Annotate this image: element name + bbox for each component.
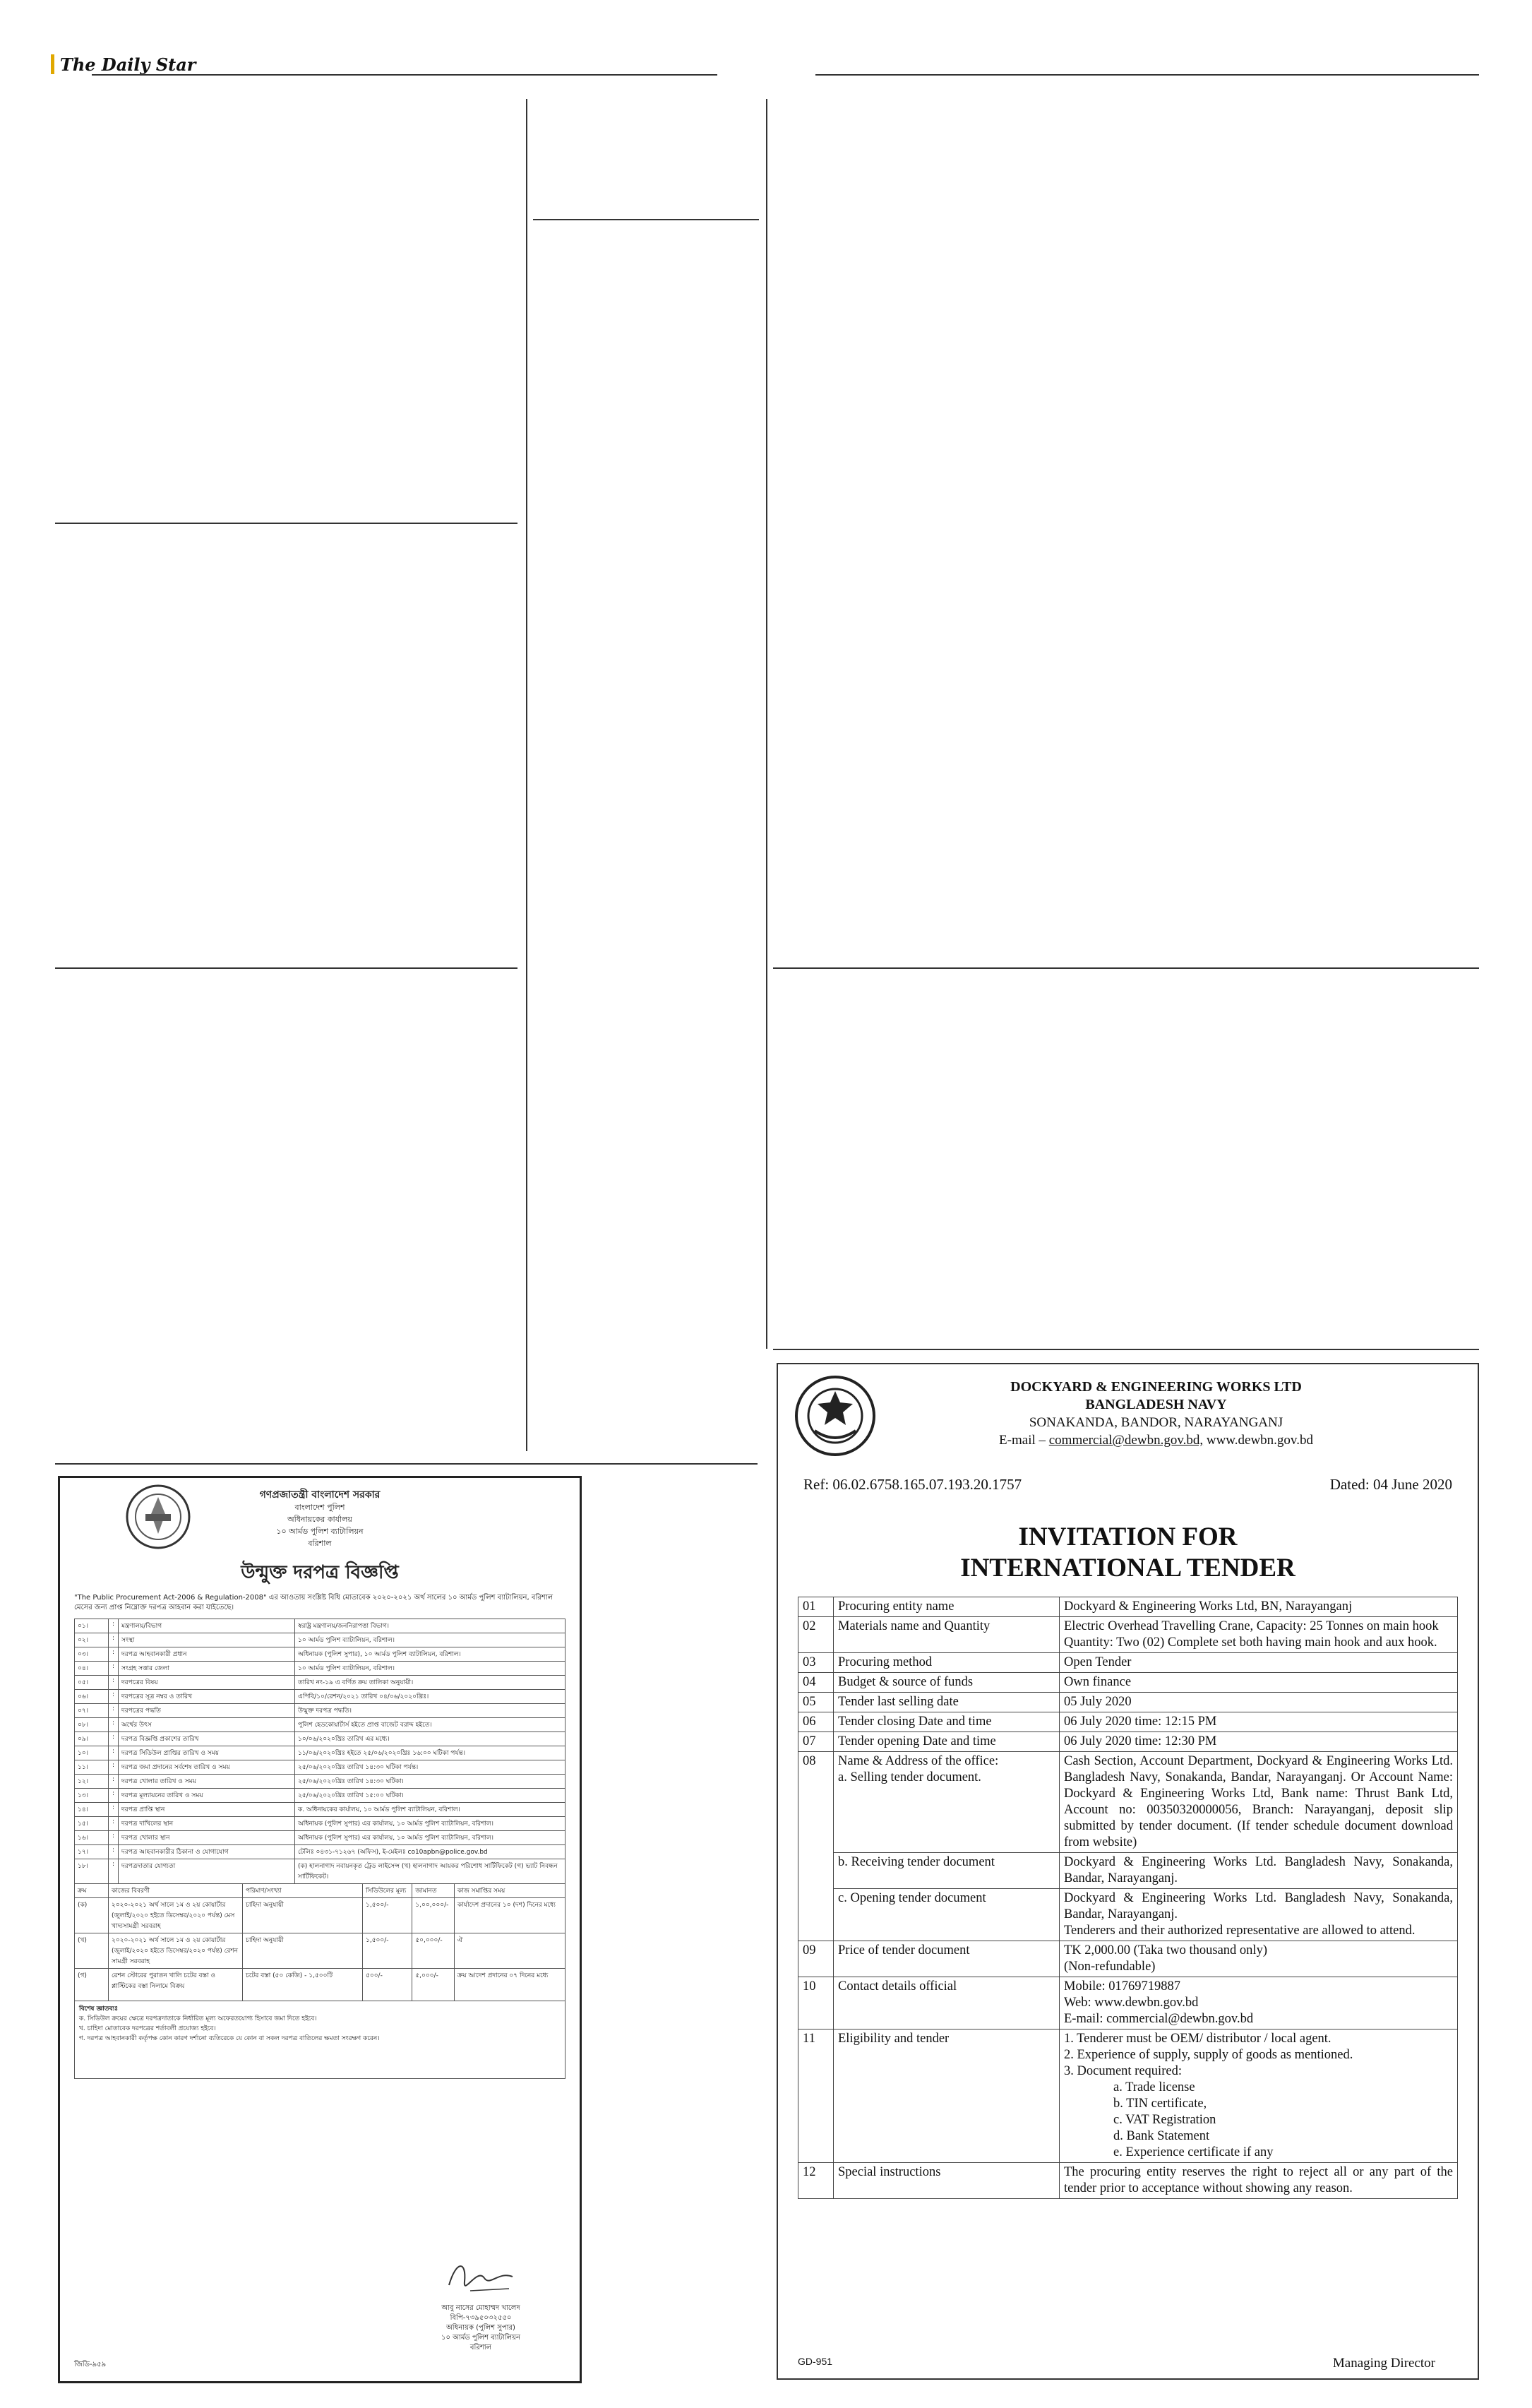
bn-header-line: ১০ আর্মড পুলিশ ব্যাটালিয়ন xyxy=(276,1527,364,1536)
row-value-line: Electric Overhead Travelling Crane, Capacity: 25 Tonnes on main hook xyxy=(1064,1619,1439,1633)
row-no: 02 xyxy=(798,1617,834,1653)
bn-row-colon: : xyxy=(109,1817,119,1831)
newspaper-name: The Daily Star xyxy=(60,54,196,75)
row-value xyxy=(1060,1977,1458,2029)
section-rule-1 xyxy=(55,523,517,524)
bn-row-no: ১৮। xyxy=(75,1859,109,1884)
police-emblem-icon xyxy=(124,1483,192,1551)
bn-item-n: (ক) xyxy=(75,1898,109,1933)
bn-items-head: কাজ সমাপ্তির সময় xyxy=(454,1884,565,1898)
bn-row-label: দরপত্র প্রাপ্তি স্থান xyxy=(119,1803,295,1817)
row-label: Tender opening Date and time xyxy=(834,1732,1060,1752)
bn-items-head: কাজের বিবরণী xyxy=(109,1884,243,1898)
row-value: Dockyard & Engineering Works Ltd, BN, Narayanganj xyxy=(1060,1597,1458,1617)
bn-signature-block xyxy=(410,2257,551,2353)
required-doc: e. Experience certificate if any xyxy=(1113,2145,1274,2159)
table-row xyxy=(798,1712,1458,1732)
english-tender-notice xyxy=(777,1363,1479,2380)
row-label: Eligibility and tender xyxy=(834,2029,1060,2163)
bn-row-colon: : xyxy=(109,1789,119,1803)
bn-header-line: বরিশাল xyxy=(308,1539,332,1548)
bn-row-colon: : xyxy=(109,1647,119,1662)
bn-row-value: ২৫/০৬/২০২০খ্রিঃ তারিখ ১৪:৩০ ঘটিকা। xyxy=(295,1775,565,1789)
row-no: 11 xyxy=(798,2029,834,2163)
bn-items-head: ক্রম xyxy=(75,1884,109,1898)
section-rule-2 xyxy=(55,967,517,969)
row-no: 05 xyxy=(798,1693,834,1712)
en-footer xyxy=(798,2356,1435,2371)
bn-row-colon: : xyxy=(109,1704,119,1718)
table-row xyxy=(75,1789,565,1803)
row-value: 06 July 2020 time: 12:15 PM xyxy=(1060,1712,1458,1732)
bn-row-value: অধিনায়ক (পুলিশ সুপার), ১০ আর্মড পুলিশ ব্যাটালিয়ন, বরিশাল। xyxy=(295,1647,565,1662)
bn-item-security: ৫,০০০/- xyxy=(412,1969,455,2001)
bn-item-desc: ২০২০-২০২১ অর্থ সালে ১ম ও ২য় কোয়ার্টার (জুলাই/২০২০ হইতে ডিসেম্বর/২০২০ পর্যন্ত) মেস খাদ্যসামগ্রী সরবরাহ xyxy=(109,1898,243,1933)
row-value-line: Dockyard & Engineering Works Ltd. Bangladesh Navy, Sonakanda, Bandar, Narayanganj. xyxy=(1064,1891,1453,1921)
bn-item-time: ক্রয় আদেশ প্রদানের ০৭ দিনের মধ্যে xyxy=(454,1969,565,2001)
bn-items-head: পরিমাণ/সংখ্যা xyxy=(243,1884,363,1898)
table-row xyxy=(798,1889,1458,1941)
row-no: 06 xyxy=(798,1712,834,1732)
section-rule-5 xyxy=(55,1463,758,1465)
bn-item-desc: রেশন স্টোরের পুরাতন খালি চটের বস্তা ও প্লাস্টিকের বস্তা নিলামে বিক্রয় xyxy=(109,1969,243,2001)
table-row xyxy=(75,1676,565,1690)
bn-item-n: (গ) xyxy=(75,1969,109,2001)
bn-row-label: দরপত্রের সূত্র নম্বর ও তারিখ xyxy=(119,1690,295,1704)
bn-row-no: ০৩। xyxy=(75,1647,109,1662)
eligibility-point: 3. Document required: xyxy=(1064,2064,1182,2078)
row-no: 07 xyxy=(798,1732,834,1752)
row-no: 12 xyxy=(798,2163,834,2199)
bn-row-label: দরপত্র বিজ্ঞপ্তি প্রকাশের তারিখ xyxy=(119,1732,295,1746)
navy-name: BANGLADESH NAVY xyxy=(1085,1397,1227,1412)
bn-row-no: ০৪। xyxy=(75,1662,109,1676)
column-divider-2 xyxy=(766,99,767,1349)
bn-row-no: ১৪। xyxy=(75,1803,109,1817)
row-value xyxy=(1060,2029,1458,2163)
bn-signatory-line: আবু নাসের মোহাম্মদ খালেদ xyxy=(441,2304,520,2312)
table-row xyxy=(75,1633,565,1647)
tender-title xyxy=(798,1522,1458,1584)
bn-item-price: ১,৫০০/- xyxy=(363,1898,412,1933)
table-row xyxy=(798,1693,1458,1712)
bn-row-colon: : xyxy=(109,1662,119,1676)
bn-row-colon: : xyxy=(109,1831,119,1845)
column-rule xyxy=(533,219,759,220)
table-row xyxy=(75,1845,565,1859)
bn-row-colon: : xyxy=(109,1732,119,1746)
bn-row-label: দরপত্র খোলার স্থান xyxy=(119,1831,295,1845)
bn-row-colon: : xyxy=(109,1619,119,1633)
table-row xyxy=(798,1941,1458,1977)
table-row xyxy=(75,1803,565,1817)
row-no: 10 xyxy=(798,1977,834,2029)
row-label: Procuring entity name xyxy=(834,1597,1060,1617)
bn-row-no: ০৬। xyxy=(75,1690,109,1704)
row-value xyxy=(1060,1617,1458,1653)
bn-note: ক. সিডিউল ক্রয়ের ক্ষেত্রে দরপত্রদাতাকে নির্ধারিত মূল্য অফেরতযোগ্য হিসাবে জমা দিতে হইবে। xyxy=(79,2015,317,2022)
row-no: 03 xyxy=(798,1653,834,1673)
table-row xyxy=(75,1831,565,1845)
bn-header-line: গণপ্রজাতন্ত্রী বাংলাদেশ সরকার xyxy=(259,1489,381,1501)
table-row xyxy=(798,1853,1458,1889)
bn-row-value: এপিবি/১০/রেশন/২০২১ তারিখ ০৪/০৬/২০২০খ্রিঃ। xyxy=(295,1690,565,1704)
contact-line xyxy=(854,1431,1458,1449)
row-label-line: Name & Address of the office: xyxy=(838,1754,999,1768)
table-row xyxy=(798,2029,1458,2163)
table-row xyxy=(75,1859,565,1884)
dockyard-logo-icon xyxy=(794,1374,877,1458)
table-row xyxy=(75,1817,565,1831)
row-label: Materials name and Quantity xyxy=(834,1617,1060,1653)
bn-row-colon: : xyxy=(109,1633,119,1647)
bn-row-value: ২৫/০৬/২০২০খ্রিঃ তারিখ ১৫:০০ ঘটিকা। xyxy=(295,1789,565,1803)
row-no: 04 xyxy=(798,1673,834,1693)
bn-row-label: দরপত্রের বিষয় xyxy=(119,1676,295,1690)
table-row xyxy=(75,1718,565,1732)
bn-code: জিডি-৯৫৯ xyxy=(74,2361,107,2368)
org-address: SONAKANDA, BANDOR, NARAYANGANJ xyxy=(1029,1415,1283,1430)
bn-row-value: অধিনায়ক (পুলিশ সুপার) এর কার্যালয়, ১০ আর্মড পুলিশ ব্যাটালিয়ন, বরিশাল। xyxy=(295,1817,565,1831)
table-row xyxy=(75,1933,565,1969)
ref-number: Ref: 06.02.6758.165.07.193.20.1757 xyxy=(803,1476,1022,1493)
table-row xyxy=(798,1597,1458,1617)
bn-item-qty: চাহিদা অনুযায়ী xyxy=(243,1898,363,1933)
bn-row-label: দরপত্র সিডিউল প্রাপ্তির তারিখ ও সময় xyxy=(119,1746,295,1760)
bn-row-value: ২৫/০৬/২০২০খ্রিঃ তারিখ ১৪:৩০ ঘটিকা পর্যন্ত। xyxy=(295,1760,565,1775)
bn-row-value: তারিখ নং-১৯ এ বর্ণিত ক্রয় তালিকা অনুযায়ী। xyxy=(295,1676,565,1690)
row-label: Procuring method xyxy=(834,1653,1060,1673)
bn-signatory-line: ১০ আর্মড পুলিশ ব্যাটালিয়ন xyxy=(441,2334,520,2342)
bn-row-colon: : xyxy=(109,1775,119,1789)
bn-item-security: ৫০,০০০/- xyxy=(412,1933,455,1969)
row-label: Tender last selling date xyxy=(834,1693,1060,1712)
eligibility-point: 1. Tenderer must be OEM/ distributor / local agent. xyxy=(1064,2032,1331,2046)
top-rule-left xyxy=(92,74,717,76)
row-label: Budget & source of funds xyxy=(834,1673,1060,1693)
table-row xyxy=(798,2163,1458,2199)
row-value: The procuring entity reserves the right to reject all or any part of the tender prior to acceptance without showing any reason. xyxy=(1060,2163,1458,2199)
bn-item-n: (খ) xyxy=(75,1933,109,1969)
bn-item-time: কার্যাদেশ প্রদানের ১০ (দশ) দিনের মধ্যে xyxy=(454,1898,565,1933)
bn-row-no: ০৭। xyxy=(75,1704,109,1718)
bn-items-table xyxy=(74,1883,565,2001)
bn-row-value: ১১/০৬/২০২০খ্রিঃ হইতে ২৫/০৬/২০২০খ্রিঃ ১৬:০০ ঘটিকা পর্যন্ত। xyxy=(295,1746,565,1760)
bn-row-label: দরপত্র মূল্যায়নের তারিখ ও সময় xyxy=(119,1789,295,1803)
table-row xyxy=(798,1977,1458,2029)
row-value: Open Tender xyxy=(1060,1653,1458,1673)
table-row xyxy=(798,1732,1458,1752)
contact-mobile: Mobile: 01769719887 xyxy=(1064,1979,1180,1993)
tender-table xyxy=(798,1597,1458,2199)
bn-note: খ. চাহিদা মোতাবেক দরপত্রের শর্তাবলী প্রযোজ্য হইবে। xyxy=(79,2025,216,2032)
row-value: Cash Section, Account Department, Dockyard & Engineering Works Ltd. Bangladesh Navy, Sonakanda, Bandar, Narayanganj. Or Account Name: Dockyard & Engineering Works Ltd, Bank name: Thrust Bank Ltd, Account no: 00350320000056, Branch: Narayanganj, deposit slip submitted by tender document. (If tender schedule document download from website) xyxy=(1060,1752,1458,1853)
org-name: DOCKYARD & ENGINEERING WORKS LTD xyxy=(1010,1379,1302,1395)
bn-signatory-line: বরিশাল xyxy=(469,2344,492,2352)
row-value: 06 July 2020 time: 12:30 PM xyxy=(1060,1732,1458,1752)
bn-row-value: ক. অধিনায়কের কার্যালয়, ১০ আর্মড পুলিশ ব্যাটালিয়ন, বরিশাল। xyxy=(295,1803,565,1817)
row-label: Price of tender document xyxy=(834,1941,1060,1977)
required-doc: b. TIN certificate, xyxy=(1113,2097,1207,2111)
title-line-2: INTERNATIONAL TENDER xyxy=(960,1554,1295,1583)
bn-info-table xyxy=(74,1619,565,1884)
bn-row-no: ১০। xyxy=(75,1746,109,1760)
section-rule-3 xyxy=(773,967,1479,969)
bn-title: উন্মুক্ত দরপত্র বিজ্ঞপ্তি xyxy=(241,1562,399,1583)
required-doc: c. VAT Registration xyxy=(1113,2113,1216,2127)
row-no: 08 xyxy=(798,1752,834,1941)
required-doc: d. Bank Statement xyxy=(1113,2129,1210,2143)
title-line-1: INVITATION FOR xyxy=(1018,1522,1238,1551)
top-rule-right xyxy=(815,74,1479,76)
masthead xyxy=(51,54,196,75)
bn-row-label: মন্ত্রণালয়/বিভাগ xyxy=(119,1619,295,1633)
bn-row-value: পুলিশ হেডকোয়ার্টার্স হইতে প্রাপ্ত বাজেট বরাদ্দ হইতে। xyxy=(295,1718,565,1732)
bn-row-no: ০৫। xyxy=(75,1676,109,1690)
bn-item-time: ঐ xyxy=(454,1933,565,1969)
bn-header-line: বাংলাদেশ পুলিশ xyxy=(294,1503,345,1512)
bn-row-label: সংস্থা xyxy=(119,1633,295,1647)
bn-intro: "The Public Procurement Act-2006 & Regulation-2008" এর আওতায় সংশ্লিষ্ট বিধি মোতাবেক ২০২০-২০২১ অর্থ সালের ১০ আর্মড পুলিশ ব্যাটালিয়ন, বরিশাল মেসের জন্য প্রাপ্ত নিম্নোক্ত দরপত্র আহবান করা যাইতেছে। xyxy=(74,1594,553,1611)
signature-title: Managing Director xyxy=(1332,2356,1435,2371)
row-no: 01 xyxy=(798,1597,834,1617)
bn-row-value: টেলিঃ ০৪৩১-৭১২৬৭ (অফিস), ই-মেইলঃ co10apbn@police.gov.bd xyxy=(295,1845,565,1859)
row-value-line: Tenderers and their authorized representative are allowed to attend. xyxy=(1064,1924,1416,1938)
table-row xyxy=(75,1662,565,1676)
column-divider-1 xyxy=(526,99,527,1451)
row-value: Dockyard & Engineering Works Ltd. Bangladesh Navy, Sonakanda, Bandar, Narayanganj. xyxy=(1060,1853,1458,1889)
bn-row-no: ১৬। xyxy=(75,1831,109,1845)
bn-row-label: দরপত্রের পদ্ধতি xyxy=(119,1704,295,1718)
row-label: Tender closing Date and time xyxy=(834,1712,1060,1732)
section-rule-4 xyxy=(773,1349,1479,1350)
table-row xyxy=(75,1969,565,2001)
bn-note: গ. দরপত্র আহবানকারী কর্তৃপক্ষ কোন কারণ দর্শানো ব্যতিরেকে যে কোন বা সকল দরপত্র বাতিলের ক্ষমতা সংরক্ষণ করেন। xyxy=(79,2035,380,2042)
bn-row-no: ১৩। xyxy=(75,1789,109,1803)
bengali-tender-notice xyxy=(58,1476,582,2383)
bn-row-label: সংগ্রহ সত্তার জেলা xyxy=(119,1662,295,1676)
table-row xyxy=(75,1619,565,1633)
bn-row-no: ০২। xyxy=(75,1633,109,1647)
table-row xyxy=(798,1673,1458,1693)
bn-row-value: ১০ আর্মড পুলিশ ব্যাটালিয়ন, বরিশাল। xyxy=(295,1662,565,1676)
masthead-accent-bar xyxy=(51,54,54,74)
row-label xyxy=(834,1752,1060,1853)
bn-signatory-line: অধিনায়ক (পুলিশ সুপার) xyxy=(446,2324,515,2332)
bn-row-label: অর্থের উৎস xyxy=(119,1718,295,1732)
ref-line xyxy=(798,1476,1458,1494)
en-header xyxy=(854,1378,1458,1449)
bn-header-line: অধিনায়কের কার্যালয় xyxy=(287,1515,352,1524)
date: Dated: 04 June 2020 xyxy=(1329,1476,1452,1493)
table-row xyxy=(75,1732,565,1746)
bn-row-no: ১৫। xyxy=(75,1817,109,1831)
eligibility-point: 2. Experience of supply, supply of goods as mentioned. xyxy=(1064,2048,1353,2062)
row-no: 09 xyxy=(798,1941,834,1977)
bn-row-label: দরপত্রদাতার যোগ্যতা xyxy=(119,1859,295,1884)
bn-row-colon: : xyxy=(109,1718,119,1732)
table-row xyxy=(75,1647,565,1662)
bn-item-price: ৫০০/- xyxy=(363,1969,412,2001)
table-row xyxy=(75,1760,565,1775)
email-prefix: E-mail – xyxy=(999,1433,1049,1448)
bn-row-value: উন্মুক্ত দরপত্র পদ্ধতি। xyxy=(295,1704,565,1718)
bn-row-no: ০১। xyxy=(75,1619,109,1633)
table-row xyxy=(798,1653,1458,1673)
row-value-line: TK 2,000.00 (Taka two thousand only) xyxy=(1064,1943,1267,1957)
bn-row-label: দরপত্র খোলার তারিখ ও সময় xyxy=(119,1775,295,1789)
bn-row-colon: : xyxy=(109,1859,119,1884)
row-value xyxy=(1060,1889,1458,1941)
row-label-line: a. Selling tender document. xyxy=(838,1770,981,1784)
ad-code: GD-951 xyxy=(798,2356,833,2367)
bn-row-colon: : xyxy=(109,1690,119,1704)
bn-items-head: সিডিউলের মূল্য xyxy=(363,1884,412,1898)
contact-web[interactable]: Web: www.dewbn.gov.bd xyxy=(1064,1996,1199,2010)
bn-item-qty: চটের বস্তা (৫০ কেজি) - ১,৫০০টি xyxy=(243,1969,363,2001)
row-label: c. Opening tender document xyxy=(834,1889,1060,1941)
bn-row-value: ১০ আর্মড পুলিশ ব্যাটালিয়ন, বরিশাল। xyxy=(295,1633,565,1647)
contact-email[interactable]: E-mail: commercial@dewbn.gov.bd xyxy=(1064,2012,1254,2026)
bn-item-price: ১,৫০০/- xyxy=(363,1933,412,1969)
row-label: Special instructions xyxy=(834,2163,1060,2199)
bn-item-qty: চাহিদা অনুযায়ী xyxy=(243,1933,363,1969)
bn-row-value: স্বরাষ্ট্র মন্ত্রণালয়/জননিরাপত্তা বিভাগ। xyxy=(295,1619,565,1633)
bn-row-colon: : xyxy=(109,1803,119,1817)
bn-row-colon: : xyxy=(109,1676,119,1690)
table-row xyxy=(798,1752,1458,1853)
row-value-line: Quantity: Two (02) Complete set both having main hook and aux hook. xyxy=(1064,1635,1437,1650)
signature-mark xyxy=(442,2257,520,2299)
bn-row-colon: : xyxy=(109,1845,119,1859)
row-label: b. Receiving tender document xyxy=(834,1853,1060,1889)
bn-row-colon: : xyxy=(109,1746,119,1760)
website-link[interactable]: www.dewbn.gov.bd xyxy=(1203,1433,1313,1448)
table-row xyxy=(75,1898,565,1933)
bn-notes xyxy=(74,2001,565,2079)
row-value: 05 July 2020 xyxy=(1060,1693,1458,1712)
bn-row-label: দরপত্র আহবানকারী প্রধান xyxy=(119,1647,295,1662)
table-row xyxy=(75,1775,565,1789)
email-link[interactable]: commercial@dewbn.gov.bd, xyxy=(1048,1433,1204,1448)
bn-signatory-line: বিপি-৭৩৯৫০৩২৫৫০ xyxy=(450,2314,512,2322)
table-row xyxy=(75,1690,565,1704)
required-doc: a. Trade license xyxy=(1113,2080,1195,2094)
bn-item-security: ১,০০,০০০/- xyxy=(412,1898,455,1933)
bn-row-label: দরপত্র দাখিলের স্থান xyxy=(119,1817,295,1831)
bn-notes-title: বিশেষ জ্ঞাতব্যঃ xyxy=(79,2005,119,2013)
bn-row-value: (ক) হালনাগাদ নবায়নকৃত ট্রেড লাইসেন্স (খ) হালনাগাদ আয়কর পরিশোধ সার্টিফিকেট (গ) ভ্যাট নিবন্ধন সার্টিফিকেট। xyxy=(295,1859,565,1884)
bn-row-label: দরপত্র জমা প্রদানের সর্বশেষ তারিখ ও সময় xyxy=(119,1760,295,1775)
row-value: Own finance xyxy=(1060,1673,1458,1693)
bn-items-head: জামানত xyxy=(412,1884,455,1898)
bn-item-desc: ২০২০-২০২১ অর্থ সালে ১ম ও ২য় কোয়ার্টার (জুলাই/২০২০ হইতে ডিসেম্বর/২০২০ পর্যন্ত) রেশন সামগ্রী সরবরাহ xyxy=(109,1933,243,1969)
bn-row-colon: : xyxy=(109,1760,119,1775)
row-value-line: (Non-refundable) xyxy=(1064,1960,1156,1974)
bn-row-no: ১৭। xyxy=(75,1845,109,1859)
bn-row-no: ০৮। xyxy=(75,1718,109,1732)
bn-row-label: দরপত্র আহবানকারীর ঠিকানা ও যোগাযোগ xyxy=(119,1845,295,1859)
table-row xyxy=(798,1617,1458,1653)
row-label: Contact details official xyxy=(834,1977,1060,2029)
bn-row-no: ১১। xyxy=(75,1760,109,1775)
bn-row-value: অধিনায়ক (পুলিশ সুপার) এর কার্যালয়, ১০ আর্মড পুলিশ ব্যাটালিয়ন, বরিশাল। xyxy=(295,1831,565,1845)
bn-row-no: ১২। xyxy=(75,1775,109,1789)
bn-row-value: ১০/০৬/২০২০খ্রিঃ তারিখ এর মধ্যে। xyxy=(295,1732,565,1746)
table-row xyxy=(75,1704,565,1718)
table-row xyxy=(75,1746,565,1760)
row-value xyxy=(1060,1941,1458,1977)
bn-row-no: ০৯। xyxy=(75,1732,109,1746)
